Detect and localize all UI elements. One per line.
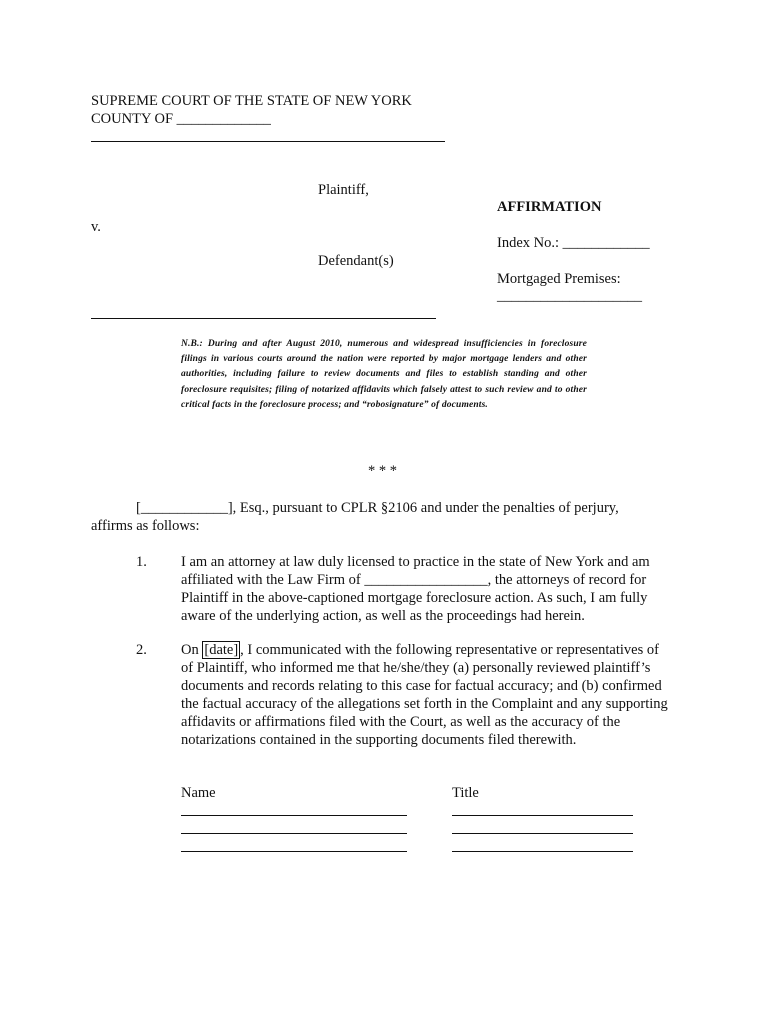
paragraph-2-text: , I communicated with the following representative or representatives of of Plaintiff, who informed me that he/she/they (a) personally reviewed plaintiff’s documents and records relating to this case for factual accuracy; and (b) confirmed the factual accuracy of the allegations set forth in the Complaint and any supporting affidavits or affirmations filed with the Court, as well as the accuracy of the notarizations contained in the supporting documents filed therewith. — [181, 642, 668, 748]
name-signature-line-3 — [181, 851, 407, 852]
paragraph-1-text: I am an attorney at law duly licensed to practice in the state of New York and am affiliated with the Law Firm of _________________, the attorneys of record for Plaintiff in the above-captioned mortgage foreclosure action. As such, I am fully aware of the underlying action, as well as the proceedings had herein. — [181, 554, 650, 624]
versus-label: v. — [91, 219, 101, 235]
defendant-label: Defendant(s) — [318, 253, 394, 269]
mortgaged-premises-label: Mortgaged Premises: — [497, 271, 621, 287]
name-signature-line-2 — [181, 833, 407, 834]
date-placeholder: [date] — [204, 642, 239, 658]
index-number-field: Index No.: ____________ — [497, 235, 650, 251]
nb-notice: N.B.: During and after August 2010, numerous and widespread insufficiencies in foreclosure filings in various courts around the nation were reported by major mortgage lenders and other authorities, including failure to review documents and files to establish standing and other foreclosure requisites; filing of notarized affidavits which falsely attest to such review and to other critical facts in the foreclosure process; and “robosignature” of documents. — [181, 339, 587, 410]
paragraph-number-2: 2. — [136, 642, 147, 658]
mortgaged-premises-blank: ____________________ — [497, 288, 642, 304]
court-name: SUPREME COURT OF THE STATE OF NEW YORK — [91, 93, 412, 109]
plaintiff-label: Plaintiff, — [318, 182, 369, 198]
name-signature-line-1 — [181, 815, 407, 816]
title-signature-line-1 — [452, 815, 633, 816]
title-column-header: Title — [452, 785, 479, 801]
name-column-header: Name — [181, 785, 216, 801]
paragraph-2 — [181, 641, 673, 749]
caption-top-rule — [91, 141, 445, 142]
affirmant-intro-line1: [____________], Esq., pursuant to CPLR §2106 and under the penalties of perjury, — [136, 500, 619, 516]
title-signature-line-2 — [452, 833, 633, 834]
title-signature-line-3 — [452, 851, 633, 852]
caption-bottom-rule — [91, 318, 436, 319]
affirmant-intro-line2: affirms as follows: — [91, 518, 200, 534]
document-title: AFFIRMATION — [497, 199, 602, 215]
paragraph-number-1: 1. — [136, 554, 147, 570]
section-separator: * * * — [368, 463, 397, 479]
county-line: COUNTY OF _____________ — [91, 111, 271, 127]
paragraph-2-lead: On — [181, 642, 203, 658]
